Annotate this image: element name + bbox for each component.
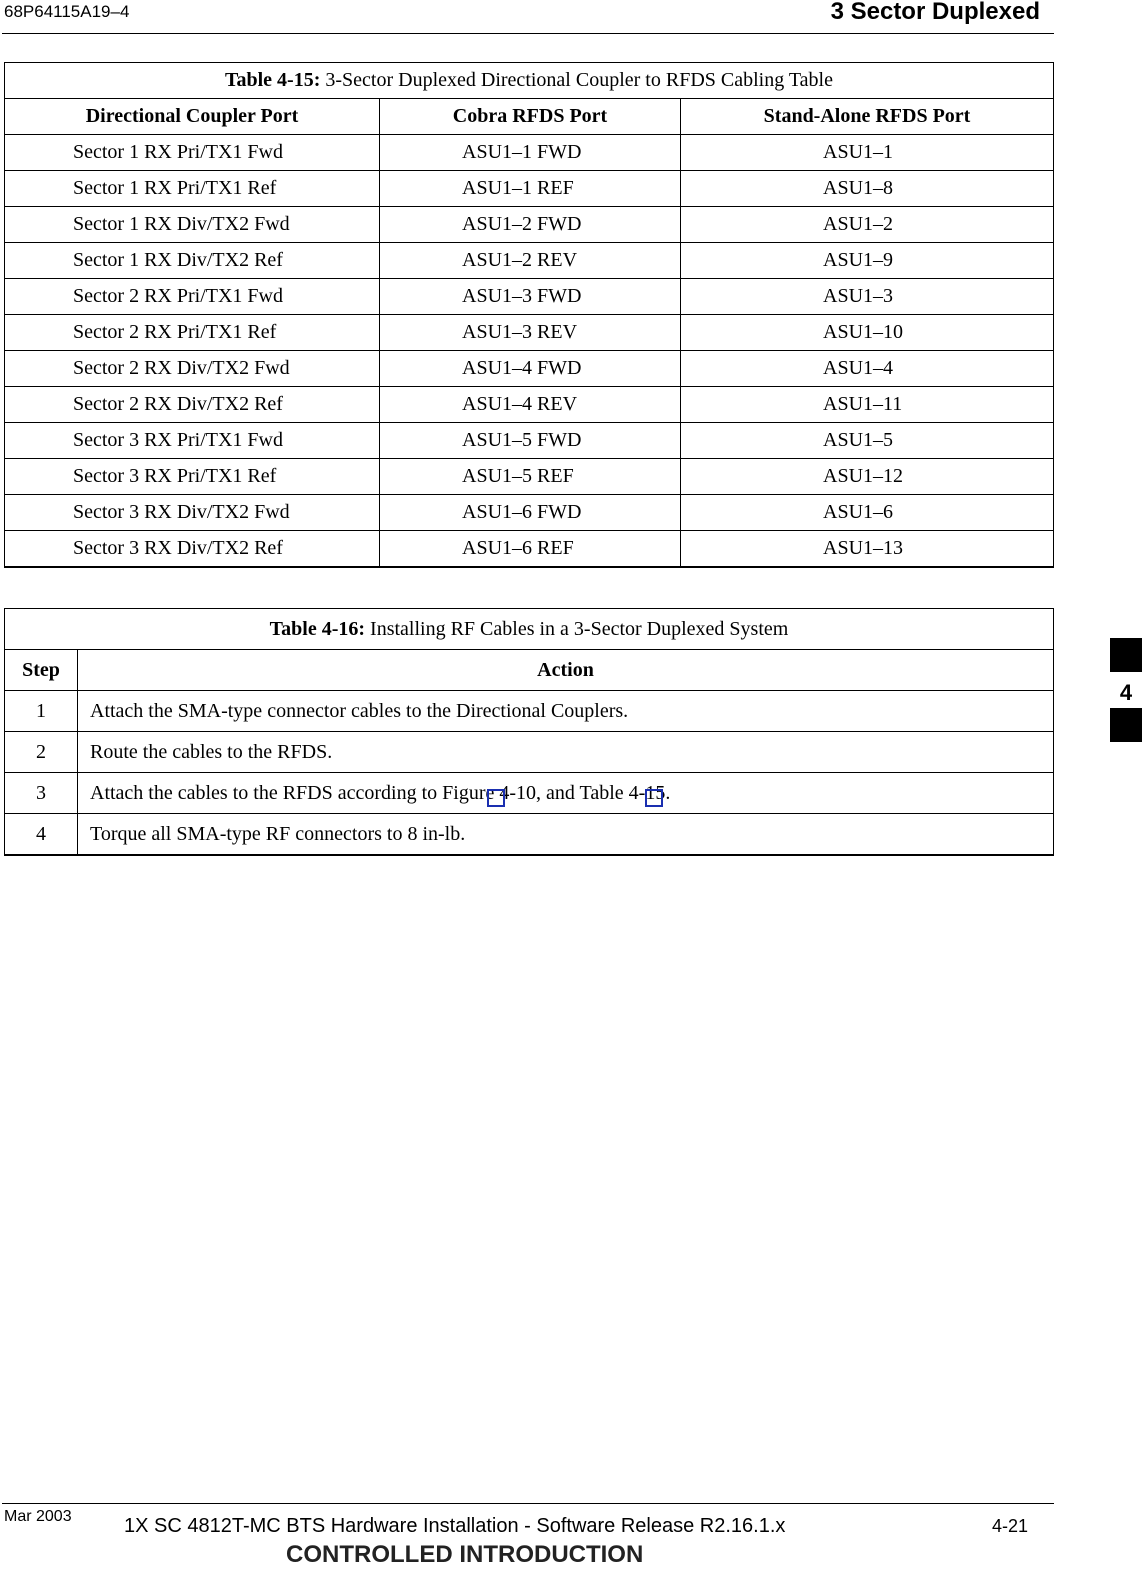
table-caption xyxy=(4,62,1054,98)
step-action: Torque all SMA-type RF connectors to 8 in-lb. xyxy=(78,814,1054,856)
table-cell: Sector 3 RX Pri/TX1 Fwd xyxy=(5,423,380,459)
table-cell: ASU1–4 xyxy=(681,351,1054,387)
table-row xyxy=(5,691,1054,732)
table-cell: ASU1–6 REF xyxy=(380,531,681,568)
table-header-row xyxy=(5,650,1054,691)
chapter-tab-marker xyxy=(1110,708,1142,742)
table-row xyxy=(5,351,1054,387)
table-cell: ASU1–8 xyxy=(681,171,1054,207)
caption-text: Installing RF Cables in a 3-Sector Duplexed System xyxy=(365,618,789,640)
table-cell: ASU1–2 FWD xyxy=(380,207,681,243)
table-row xyxy=(5,207,1054,243)
table-cell: Sector 2 RX Div/TX2 Ref xyxy=(5,387,380,423)
table-row xyxy=(5,773,1054,814)
step-number: 1 xyxy=(5,691,78,732)
table-cell: ASU1–9 xyxy=(681,243,1054,279)
table-cell: ASU1–12 xyxy=(681,459,1054,495)
chapter-tab-marker xyxy=(1110,638,1142,672)
table-cell: ASU1–1 REF xyxy=(380,171,681,207)
column-header: Action xyxy=(78,650,1054,691)
table-row xyxy=(5,243,1054,279)
step-action: Attach the cables to the RFDS according to Figure 4-10, and Table 4-15. xyxy=(78,773,1054,814)
chapter-tab-number: 4 xyxy=(1119,680,1133,705)
table-row xyxy=(5,423,1054,459)
column-header: Stand-Alone RFDS Port xyxy=(681,99,1054,135)
table-cell: ASU1–6 xyxy=(681,495,1054,531)
table-cell: ASU1–2 xyxy=(681,207,1054,243)
table-cell: ASU1–1 xyxy=(681,135,1054,171)
table-cell: ASU1–4 FWD xyxy=(380,351,681,387)
table-cell: Sector 2 RX Pri/TX1 Ref xyxy=(5,315,380,351)
header-divider xyxy=(2,33,1054,34)
step-number: 3 xyxy=(5,773,78,814)
figure-link-marker[interactable] xyxy=(487,789,505,807)
table-cell: Sector 3 RX Div/TX2 Ref xyxy=(5,531,380,568)
table-cell: ASU1–2 REV xyxy=(380,243,681,279)
table-row xyxy=(5,135,1054,171)
table-cell: Sector 1 RX Div/TX2 Fwd xyxy=(5,207,380,243)
section-title: 3 Sector Duplexed xyxy=(830,0,1040,25)
step-number: 2 xyxy=(5,732,78,773)
install-steps-table xyxy=(4,608,1054,856)
controlled-introduction-banner: CONTROLLED INTRODUCTION xyxy=(286,1541,644,1568)
caption-text: 3-Sector Duplexed Directional Coupler to RFDS Cabling Table xyxy=(320,69,833,91)
footer-title: 1X SC 4812T-MC BTS Hardware Installation - Software Release R2.16.1.x xyxy=(124,1515,786,1537)
step-action: Route the cables to the RFDS. xyxy=(78,732,1054,773)
table-caption xyxy=(4,608,1054,649)
caption-label: Table 4-15: xyxy=(225,69,321,91)
table-header-row xyxy=(5,99,1054,135)
table-row xyxy=(5,814,1054,856)
table-row xyxy=(5,279,1054,315)
caption-label: Table 4-16: xyxy=(269,618,366,640)
column-header: Cobra RFDS Port xyxy=(380,99,681,135)
table-cell: ASU1–4 REV xyxy=(380,387,681,423)
table-row xyxy=(5,459,1054,495)
table-cell: Sector 1 RX Div/TX2 Ref xyxy=(5,243,380,279)
table-cell: Sector 2 RX Div/TX2 Fwd xyxy=(5,351,380,387)
table-cell: Sector 1 RX Pri/TX1 Fwd xyxy=(5,135,380,171)
table-cell: ASU1–3 REV xyxy=(380,315,681,351)
table-cell: ASU1–6 FWD xyxy=(380,495,681,531)
cabling-table xyxy=(4,62,1054,568)
table-cell: ASU1–3 xyxy=(681,279,1054,315)
table-row xyxy=(5,387,1054,423)
column-header: Step xyxy=(5,650,78,691)
table-row xyxy=(5,495,1054,531)
document-id: 68P64115A19–4 xyxy=(4,2,130,21)
table-cell: ASU1–5 REF xyxy=(380,459,681,495)
table-cell: Sector 3 RX Div/TX2 Fwd xyxy=(5,495,380,531)
table-cell: ASU1–13 xyxy=(681,531,1054,568)
footer-divider xyxy=(2,1503,1054,1504)
table-row xyxy=(5,315,1054,351)
table-cell: ASU1–1 FWD xyxy=(380,135,681,171)
table-row xyxy=(5,531,1054,568)
table-cell: Sector 3 RX Pri/TX1 Ref xyxy=(5,459,380,495)
table-cell: ASU1–3 FWD xyxy=(380,279,681,315)
table-row xyxy=(5,732,1054,773)
table-cell: Sector 1 RX Pri/TX1 Ref xyxy=(5,171,380,207)
table-cell: Sector 2 RX Pri/TX1 Fwd xyxy=(5,279,380,315)
page-number: 4-21 xyxy=(991,1516,1028,1536)
footer-date: Mar 2003 xyxy=(4,1508,72,1525)
table-cell: ASU1–5 FWD xyxy=(380,423,681,459)
table-cell: ASU1–5 xyxy=(681,423,1054,459)
step-number: 4 xyxy=(5,814,78,856)
table-cell: ASU1–10 xyxy=(681,315,1054,351)
column-header: Directional Coupler Port xyxy=(5,99,380,135)
table-link-marker[interactable] xyxy=(645,789,663,807)
step-action: Attach the SMA-type connector cables to the Directional Couplers. xyxy=(78,691,1054,732)
table-row xyxy=(5,171,1054,207)
table-cell: ASU1–11 xyxy=(681,387,1054,423)
